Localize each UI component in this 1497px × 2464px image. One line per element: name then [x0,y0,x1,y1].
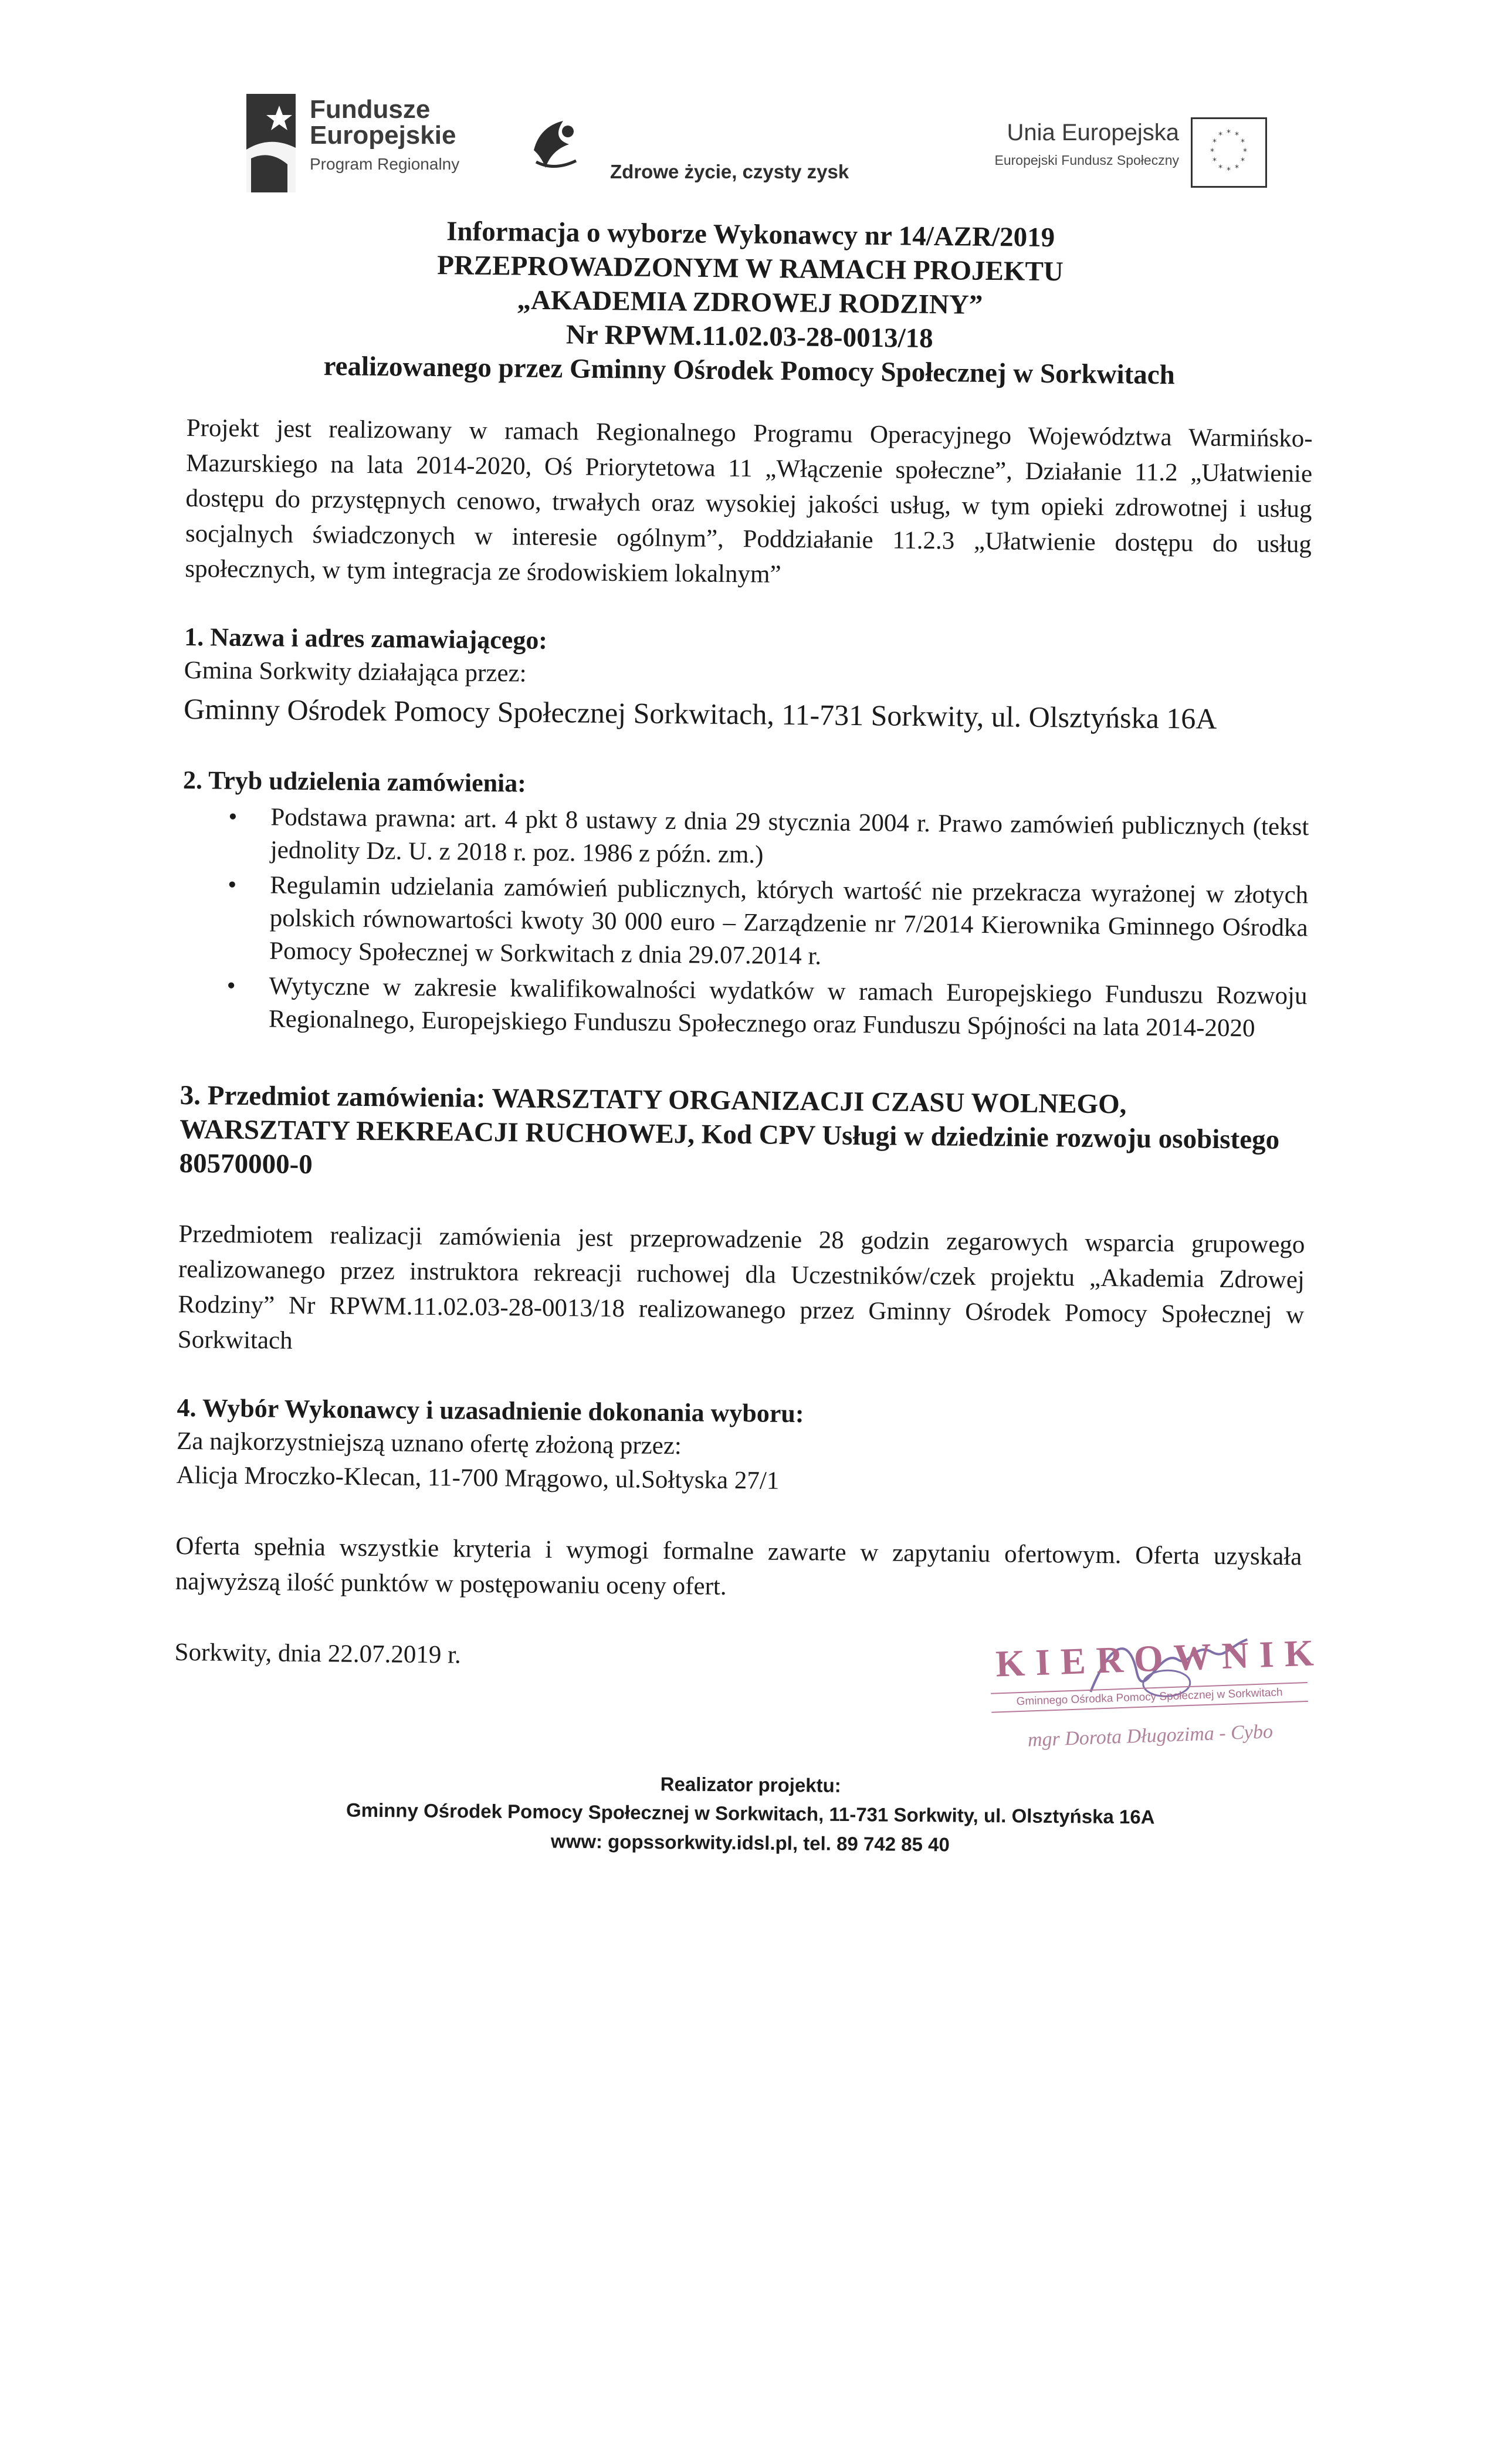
svg-text:*: * [1227,166,1231,175]
footer-line-1: Realizator projektu: [660,1773,841,1796]
document-body [174,411,1313,1680]
section-2-list [181,800,1309,1045]
svg-text:*: * [1227,128,1231,138]
document-title [151,211,1349,394]
svg-text:*: * [1235,164,1239,173]
title-line-1: Informacja o wyborze Wykonawcy nr 14/AZR/2019 [446,216,1055,253]
stamp-name: mgr Dorota Długozima - Cybo [1027,1721,1274,1751]
fe-line2: Europejskie [310,121,456,150]
ue-line2: Europejski Fundusz Społeczny [994,153,1179,168]
section-3-heading-line-1: 3. Przedmiot zamówienia: WARSZTATY ORGANIZACJI CZASU WOLNEGO, [179,1079,1127,1120]
svg-text:*: * [1212,157,1217,166]
svg-text:*: * [1243,147,1247,157]
svg-text:*: * [1210,147,1214,157]
ue-line1: Unia Europejska [1007,120,1179,145]
title-line-3: „AKADEMIA ZDROWEJ RODZINY” [517,285,983,320]
header-logos [0,0,1497,211]
section-3-heading-line-2: WARSZTATY REKREACJI RUCHOWEJ, Kod CPV Usługi w dziedzinie rozwoju osobistego [179,1113,1280,1155]
fe-star-icon [246,94,296,192]
eu-flag-icon [1191,117,1267,188]
intro-paragraph: Projekt jest realizowany w ramach Regionalnego Programu Operacyjnego Województwa Warmińsko-Mazurskiego na lata 2014-2020, Oś Priorytetowa 11 „Włączenie społeczne”, Działanie 11.2 „Ułatwienie dostępu do przystępnych cenowo, trwałych oraz wysokiej jakości usług, w tym opieki zdrowotnej i usług socjalnych świadczonych w interesie ogólnym”, Poddziałanie 11.2.3 „Ułatwienie dostępu do usług społecznych, w tym integracja ze środowiskiem lokalnym” [185,414,1313,588]
section-3-body: Przedmiotem realizacji zamówienia jest przeprowadzenie 28 godzin zegarowych wsparcia grupowego realizowanego przez instruktora rekreacji ruchowej dla Uczestników/czek projektu „Akademia Zdrowej Rodziny” Nr RPWM.11.02.03-28-0013/18 realizowanego przez Gminny Ośrodek Pomocy Społecznej w Sorkwitach [177,1220,1305,1355]
section-1-line-2: Gminny Ośrodek Pomocy Społecznej Sorkwitach, 11-731 Sorkwity, ul. Olsztyńska 16A [183,692,1217,735]
wm-slogan: Zdrowe życie, czysty zysk [610,161,849,182]
fe-line1: Fundusze [310,95,431,124]
place-and-date: Sorkwity, dnia 22.07.2019 r. [174,1638,462,1669]
section-2-heading: 2. Tryb udzielenia zamówienia: [182,765,527,798]
stamp-title: KIEROWNIK [995,1631,1325,1685]
svg-text:*: * [1218,164,1222,173]
title-line-5: realizowanego przez Gminny Ośrodek Pomocy Społecznej w Sorkwitach [323,351,1176,391]
footer-line-3: www: gopssorkwity.idsl.pl, tel. 89 742 85 40 [550,1830,950,1856]
list-item: • Wytyczne w zakresie kwalifikowalności wydatków w ramach Europejskiego Funduszu Rozwoju Regionalnego, Europejskiego Funduszu Społecznego oraz Funduszu Spójności na lata 2014-2020 [226,972,1308,1043]
fundusze-europejskie-logo [246,94,528,194]
section-1-line-1: Gmina Sorkwity działająca przez: [184,656,527,688]
section-4-heading: 4. Wybór Wykonawcy i uzasadnienie dokonania wyboru: [177,1393,804,1429]
list-item-text: Regulamin udzielania zamówień publicznych, których wartość nie przekracza wyrażonej w złotych polskich równowartości kwoty 30 000 euro – Zarządzenie nr 7/2014 Kierownika Gminnego Ośrodka Pomocy Społecznej w Sorkwitach z dnia 29.07.2014 r. [269,871,1309,970]
section-4-line-1: Za najkorzystniejszą uznano ofertę złożoną przez: [176,1427,682,1460]
warmia-mazury-icon [528,115,581,184]
svg-text:*: * [1212,138,1217,147]
unia-europejska-logo [915,115,1267,197]
fe-line3: Program Regionalny [310,155,460,173]
title-line-2: PRZEPROWADZONYM W RAMACH PROJEKTU [437,250,1064,287]
title-line-4: Nr RPWM.11.02.03-28-0013/18 [565,319,933,354]
list-item: • Regulamin udzielania zamówień publicznych, których wartość nie przekracza wyrażonej w złotych polskich równowartości kwoty 30 000 euro – Zarządzenie nr 7/2014 Kierownika Gminnego Ośrodka Pomocy Społecznej w Sorkwitach z dnia 29.07.2014 r. [228,871,1309,970]
section-3-heading-line-3: 80570000-0 [179,1148,313,1180]
kierownik-stamp [989,1631,1325,1777]
svg-text:*: * [1235,131,1239,140]
svg-text:*: * [1241,157,1245,166]
list-item-text: Podstawa prawna: art. 4 pkt 8 ustawy z dnia 29 stycznia 2004 r. Prawo zamówień publicznych (tekst jednolity Dz. U. z 2018 r. poz. 1986 z późn. zm.) [270,803,1309,869]
svg-text:*: * [1218,131,1222,140]
stamp-subtitle: Gminnego Ośrodka Pomocy Społecznej w Sorkwitach [991,1682,1308,1713]
section-1-heading: 1. Nazwa i adres zamawiającego: [184,622,548,655]
list-item-text: Wytyczne w zakresie kwalifikowalności wydatków w ramach Europejskiego Funduszu Rozwoju Regionalnego, Europejskiego Funduszu Społecznego oraz Funduszu Spójności na lata 2014-2020 [268,972,1308,1043]
footer [175,1766,1326,1863]
warmia-mazury-logo [528,115,856,191]
offer-paragraph: Oferta spełnia wszystkie kryteria i wymogi formalne zawarte w zapytaniu ofertowym. Oferta uzyskała najwyższą ilość punktów w postępowaniu oceny ofert. [175,1532,1302,1600]
footer-line-2: Gminny Ośrodek Pomocy Społecznej w Sorkwitach, 11-731 Sorkwity, ul. Olsztyńska 16A [346,1799,1155,1828]
list-item: • Podstawa prawna: art. 4 pkt 8 ustawy z dnia 29 stycznia 2004 r. Prawo zamówień publicznych (tekst jednolity Dz. U. z 2018 r. poz. 1986 z późn. zm.) [228,803,1309,869]
section-4-line-2: Alicja Mroczko-Klecan, 11-700 Mrągowo, ul.Sołtyska 27/1 [176,1461,780,1495]
svg-text:*: * [1241,138,1245,147]
